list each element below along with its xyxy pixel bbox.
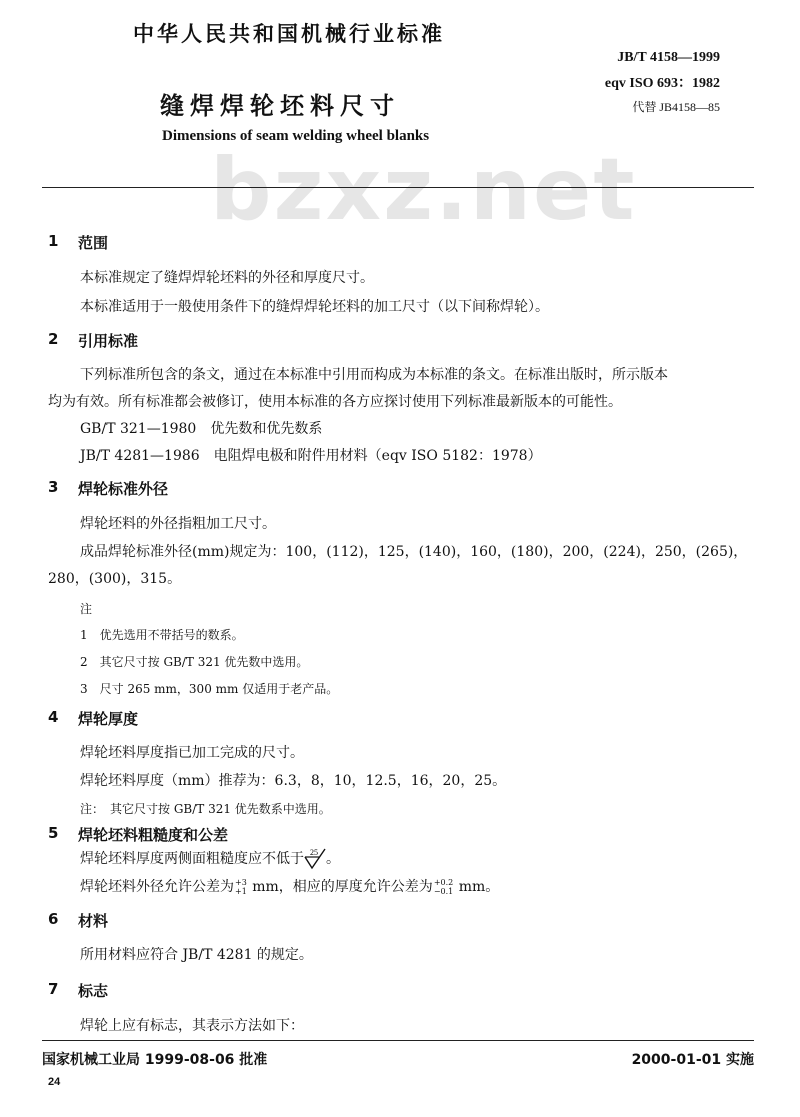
section-7-number: 7 — [48, 980, 59, 998]
surface-roughness-icon — [304, 848, 326, 870]
section-5-para-1 — [80, 848, 340, 870]
section-4-para-1: 焊轮坯料厚度指已加工完成的尺寸。 — [80, 745, 304, 761]
section-1-para-1: 本标准规定了缝焊焊轮坯料的外径和厚度尺寸。 — [80, 270, 374, 286]
tolerance-text-2: mm，相应的厚度允许公差为 — [252, 879, 433, 895]
roughness-text: 焊轮坯料厚度两侧面粗糙度应不低于 — [80, 851, 304, 867]
normative-reference-2: JB/T 4281—1986 电阻焊电极和附件用材料（eqv ISO 5182：1978） — [80, 448, 542, 464]
section-4-para-2: 焊轮坯料厚度（mm）推荐为：6.3，8，10，12.5，16，20，25。 — [80, 773, 507, 789]
diameter-tolerance-upper: +3 — [235, 878, 247, 887]
section-7-para-1: 焊轮上应有标志，其表示方法如下： — [80, 1018, 304, 1034]
issuing-organization: 中华人民共和国机械行业标准 — [133, 22, 445, 46]
section-2-number: 2 — [48, 330, 59, 348]
section-3-heading: 焊轮标准外径 — [78, 480, 169, 498]
section-3-note-2: 2 其它尺寸按 GB/T 321 优先数中选用。 — [80, 655, 309, 669]
tolerance-text-3: mm。 — [458, 879, 500, 895]
thickness-tolerance-lower: −0.1 — [433, 887, 454, 896]
section-6-para-1: 所用材料应符合 JB/T 4281 的规定。 — [80, 947, 313, 963]
header-divider — [42, 187, 754, 188]
roughness-value: 25 — [310, 848, 318, 857]
section-3-note-3: 3 尺寸 265 mm，300 mm 仅适用于老产品。 — [80, 682, 339, 696]
roughness-text-end: 。 — [326, 851, 340, 867]
footer-divider — [42, 1040, 754, 1041]
diameter-tolerance-lower: +1 — [235, 887, 247, 896]
section-2-para-line-1: 下列标准所包含的条文，通过在本标准中引用而构成为本标准的条文。在标准出版时，所示版本 — [80, 367, 668, 383]
watermark: bzxz.net — [210, 140, 637, 240]
section-3-para-1: 焊轮坯料的外径指粗加工尺寸。 — [80, 516, 276, 532]
page-number: 24 — [48, 1076, 61, 1088]
section-6-number: 6 — [48, 910, 59, 928]
normative-reference-1: GB/T 321—1980 优先数和优先数系 — [80, 421, 323, 437]
diameter-tolerance — [235, 878, 247, 896]
section-2-heading: 引用标准 — [78, 332, 139, 350]
section-3-number: 3 — [48, 478, 59, 496]
section-5-heading: 焊轮坯料粗糙度和公差 — [78, 826, 229, 844]
replaces-note: 代替 JB4158—85 — [632, 100, 720, 114]
section-1-heading: 范围 — [78, 234, 109, 252]
section-1-number: 1 — [48, 232, 59, 250]
standard-number: JB/T 4158—1999 — [617, 50, 720, 65]
tolerance-text-1: 焊轮坯料外径允许公差为 — [80, 879, 234, 895]
section-4-number: 4 — [48, 708, 59, 726]
section-1-para-2: 本标准适用于一般使用条件下的缝焊焊轮坯料的加工尺寸（以下间称焊轮）。 — [80, 299, 549, 315]
section-3-note-label: 注 — [80, 602, 93, 616]
section-5-number: 5 — [48, 824, 59, 842]
section-4-heading: 焊轮厚度 — [78, 710, 139, 728]
section-3-para-2-line-2: 280，(300)，315。 — [48, 571, 182, 587]
document-title: 缝焊焊轮坯料尺寸 — [160, 92, 400, 120]
approval-line: 国家机械工业局 1999-08-06 批准 — [42, 1052, 268, 1068]
section-3-note-1: 1 优先选用不带括号的数系。 — [80, 628, 244, 642]
section-2-para-line-2: 均为有效。所有标准都会被修订，使用本标准的各方应探讨使用下列标准最新版本的可能性。 — [48, 394, 622, 410]
section-5-para-2 — [80, 876, 499, 896]
section-3-para-2-line-1: 成品焊轮标准外径(mm)规定为：100，(112)，125，(140)，160，(180)，200，(224)，250，(265)， — [80, 544, 748, 560]
effective-date-line: 2000-01-01 实施 — [631, 1052, 754, 1068]
section-7-heading: 标志 — [78, 982, 109, 1000]
equivalence-note: eqv ISO 693：1982 — [604, 76, 720, 91]
thickness-tolerance-upper: +0.2 — [433, 878, 454, 887]
thickness-tolerance — [434, 878, 453, 896]
document-title-english: Dimensions of seam welding wheel blanks — [162, 128, 430, 144]
section-4-note: 注： 其它尺寸按 GB/T 321 优先数系中选用。 — [80, 802, 331, 816]
section-6-heading: 材料 — [78, 912, 109, 930]
